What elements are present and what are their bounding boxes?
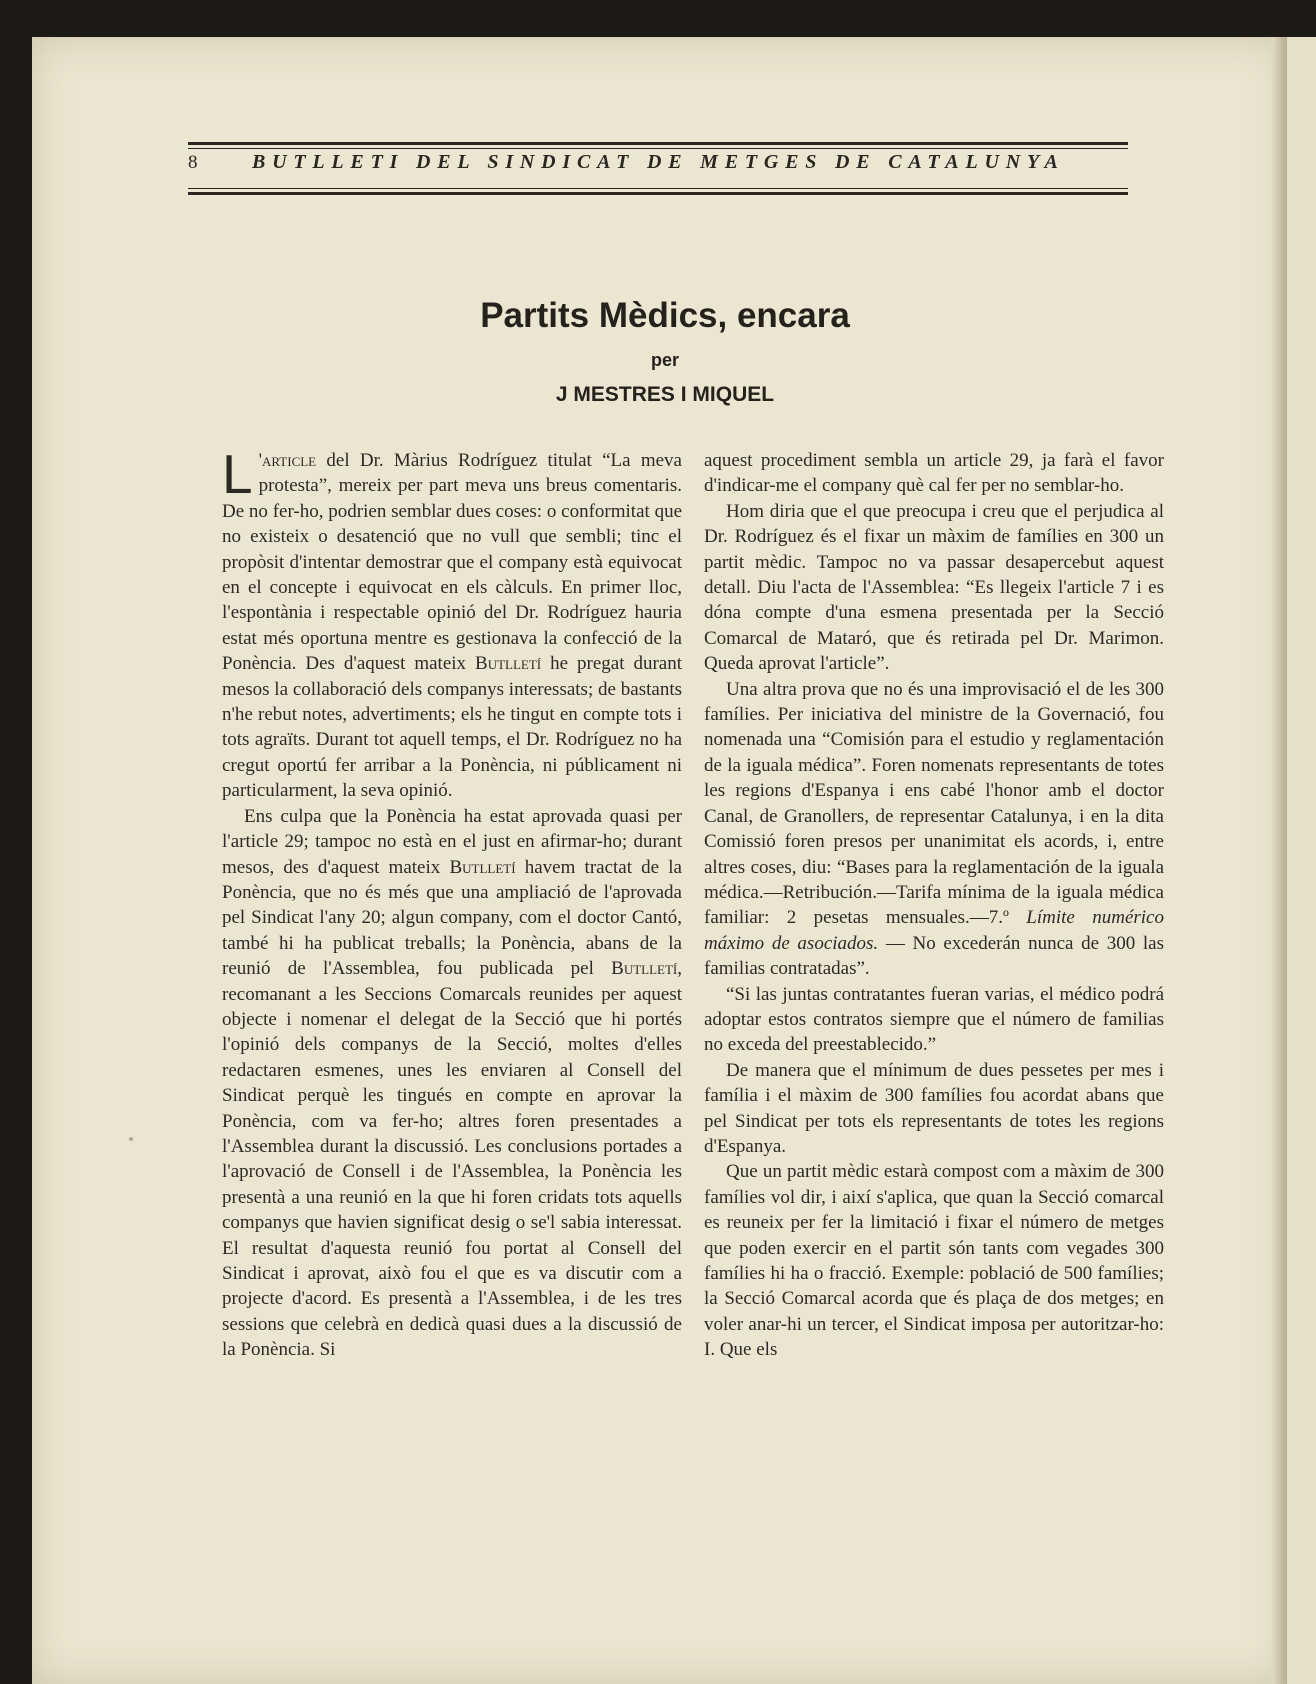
- italic-text: Límite numérico máximo de asociados.: [704, 907, 1164, 954]
- journal-title: BUTLLETI DEL SINDICAT DE METGES DE CATALUNYA: [252, 151, 1065, 173]
- small-caps-text: Butlletí: [611, 958, 678, 980]
- paragraph: “Si las juntas contratantes fueran varias, el médico podrá adoptar estos contratos siempre que el número de familias no exceda del preestablecido.”: [704, 983, 1164, 1056]
- paragraph: [704, 677, 1164, 982]
- paragraph-text: , recomanant a les Seccions Comarcals reunides per aquest objecte i nomenar el delegat de la Secció que hi portés l'opinió dels companys de la Secció, moltes d'elles redactaren esmenes, unes les enviaren al Consell del Sindicat perquè les tingués en compte en aprovar la Ponència, com va fer-ho; altres foren presentades a l'Assemblea durant la discussió. Les conclusions portades a l'aprovació de Consell i de l'Assemblea, la Ponència les presentà a una reunió en la que hi foren cridats tots aquells companys que havien significat desig o se'l sabia interessat. El resultat d'aquesta reunió fou portat al Consell del Sindicat i aprovat, això fou el que es va discutir com a projecte d'acord. Es presentà a l'Assemblea, i de les tres sessions que celebrà en dedicà quasi dues a la discussió de la Ponència. Si: [222, 958, 682, 1361]
- drop-cap: L: [222, 443, 253, 505]
- paragraph-text: Una altra prova que no és una improvisació el de les 300 famílies. Per iniciativa del ministre de la Governació, fou nomenada una “Comisión para el estudio y reglamentación de la iguala médica”. Foren nomenats representants de totes les regions d'Espanya i ens cabé l'honor amb el doctor Canal, de Granollers, de representar Catalunya, i en la dita Comissió foren presos per unanimitat els acords, i, entre altres coses, diu: “Bases para la reglamentación de la iguala médica.—Retribución.—Tarifa mínima de la iguala médica familiar: 2 pesetas mensuales.—7.º: [704, 678, 1164, 929]
- byline-prefix: per: [650, 350, 679, 370]
- running-header: [188, 100, 1128, 200]
- header-rule-top: [188, 142, 1128, 145]
- paragraph-text: del Dr. Màrius Rodríguez titulat “La meva protesta”, mereix per part meva uns breus comentaris. De no fer-ho, podrien semblar dues coses: o conformitat que no existeix o desatenció que no vull que sembli; tinc el propòsit d'intentar demostrar que el company està equivocat en el concepte i equivocat en els càlculs. En primer lloc, l'espontània i respectable opinió del Dr. Rodríguez hauria estat més oportuna mentre es gestionava la confecció de la Ponència. Des d'aquest mateix: [222, 450, 682, 675]
- paragraph: De manera que el mínimum de dues pessetes per mes i família i el màxim de 300 famílies fou acordat abans que pel Sindicat per tots els representants de totes les regions d'Espanya.: [704, 1059, 1164, 1157]
- paragraph-text: — No excederán nunca de 300 las familias contratadas”.: [704, 932, 1164, 980]
- article-title: Partits Mèdics, encara: [480, 296, 850, 335]
- right-text-column: [704, 448, 1164, 1363]
- header-rule-bottom: [188, 192, 1128, 195]
- paragraph: [222, 443, 682, 804]
- scan-speck: [129, 1137, 133, 1141]
- paragraph: aquest procediment sembla un article 29, ja farà el favor d'indicar-me el company què cal fer per no semblar-ho.: [704, 450, 1164, 497]
- left-text-column: [222, 443, 682, 1363]
- paragraph: Hom diria que el que preocupa i creu que el perjudica al Dr. Rodríguez és el fixar un màxim de famílies en 300 un partit mèdic. Tampoc no va passar desapercebut aquest detall. Diu l'acta de l'Assemblea: “Es llegeix l'article 7 i es dóna compte d'una esmena presentada per la Secció Comarcal de Mataró, que és retirada pel Dr. Marimon. Queda aprovat l'article”.: [704, 500, 1164, 675]
- paragraph-text: havem tractat de la Ponència, que no és més que una ampliació de l'aprovada pel Sindicat l'any 20; algun company, com el doctor Cantó, també hi ha publicat treballs; la Ponència, abans de la reunió de l'Assemblea, fou publicada pel: [222, 856, 682, 980]
- small-caps-text: Butlletí: [475, 653, 542, 675]
- paragraph: [222, 804, 682, 1363]
- page-number: 8: [188, 152, 198, 173]
- small-caps-text: 'article: [258, 450, 317, 471]
- paragraph-text: Ens culpa que la Ponència ha estat aprovada quasi per l'article 29; tampoc no està en el just en afirmar-ho; durant mesos, des d'aquest mateix: [222, 805, 682, 878]
- paragraph: Que un partit mèdic estarà compost com a màxim de 300 famílies vol dir, i així s'aplica, que quan la Secció comarcal es reuneix per fer la limitació i fixar el número de metges que poden exercir en el partit són tants com vegades 300 famílies hi ha o fracció. Exemple: població de 500 famílies; la Secció Comarcal acorda que és plaça de dos metges; en voler anar-hi un tercer, el Sindicat imposa per autoritzar-ho: I. Que els: [704, 1161, 1164, 1361]
- header-rule-bottom-thin: [188, 188, 1128, 189]
- header-rule-top-thin: [188, 148, 1128, 149]
- article-author: J MESTRES I MIQUEL: [555, 383, 775, 406]
- small-caps-text: Butlletí: [449, 856, 516, 878]
- paragraph-text: he pregat durant mesos la collaboració dels companys interessats; de bastants n'he rebut notes, advertiments; els he tingut en compte tots i tots agraïts. Durant tot aquell temps, el Dr. Rodríguez no ha cregut oportú fer arribar a la Ponència, ni públicament ni particularment, la seva opinió.: [222, 653, 682, 802]
- page-gutter: [1272, 37, 1287, 1684]
- facing-page-edge: [1287, 37, 1316, 1684]
